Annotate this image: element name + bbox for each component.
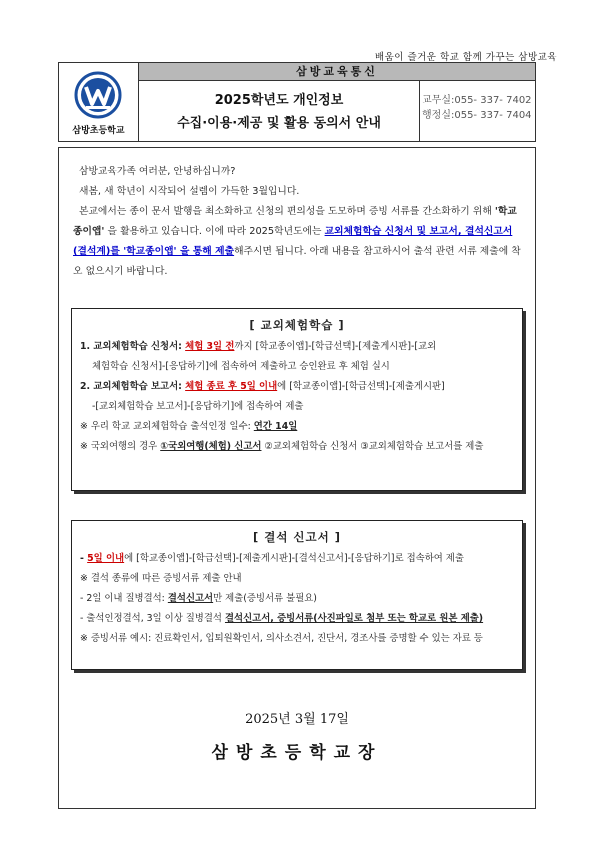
item-text: - xyxy=(80,553,88,564)
issue-date: 2025년 3월 17일 xyxy=(245,712,349,727)
item-text: - 출석인정결석, 3일 이상 질병결석 xyxy=(80,613,225,624)
evidence-text: 결석신고서, 증빙서류(사진파일로 첨부 또는 학교로 원본 제출) xyxy=(224,613,484,624)
absence-item-4 xyxy=(80,609,514,629)
item-text: ※ 우리 학교 교외체험학습 출석인정 일수: xyxy=(80,421,254,432)
item-text: 만 제출(증빙서류 불필요) xyxy=(213,593,317,604)
notice-part: 본교에서는 종이 문서 발행을 최소화하고 신청의 편의성을 도모하며 증빙 서류를 간소화하기 위해 xyxy=(79,206,495,217)
field-trip-box xyxy=(71,308,523,491)
contact-office: 교무실:055- 337- 7402 xyxy=(422,95,532,106)
contact-admin: 행정실:055- 337- 7404 xyxy=(422,110,532,121)
field-trip-item-2-cont: -[교외체험학습 보고서]-[응답하기]에 접속하여 제출 xyxy=(92,401,304,412)
logo-cell xyxy=(59,63,139,141)
principal-signature: 삼방초등학교장 xyxy=(211,743,383,763)
deadline-text: 5일 이내 xyxy=(87,553,125,564)
absence-box xyxy=(71,520,523,670)
school-logo-icon xyxy=(74,71,122,119)
notice-part: 을 활용하고 있습니다. 이에 따라 2025학년도에는 xyxy=(104,226,325,237)
field-trip-days xyxy=(80,417,514,437)
overseas-note xyxy=(80,437,514,457)
absence-item-5: ※ 증빙서류 예시: 진료확인서, 입퇴원확인서, 의사소견서, 진단서, 경조사를 증명할 수 있는 자료 등 xyxy=(80,633,483,644)
school-motto: 배움이 즐거운 학교 함께 가꾸는 삼방교육 xyxy=(374,52,557,63)
greeting: 삼방교육가족 여러분, 안녕하십니까? xyxy=(79,166,236,177)
notice-highlight: 교외체험학습 신청서 및 보고서, 결석신고서(결석계)를 '학교종이앱' 을 통해 제출 xyxy=(73,226,513,257)
app-name: '학교종이앱' xyxy=(73,206,517,237)
field-trip-item-1-cont: 체험학습 신청서]-[응답하기]에 접속하여 제출하고 승인완료 후 체험 실시 xyxy=(92,361,390,372)
document-title xyxy=(139,81,420,141)
main-content xyxy=(58,147,536,809)
deadline-text: 체험 종료 후 5일 이내 xyxy=(185,381,278,392)
item-text: 에 [학교종이앱]-[학급선택]-[제출게시판]-[결석신고서]-[응답하기]로 접속하여 제출 xyxy=(124,553,464,564)
item-text: 까지 [학교종이앱]-[학급선택]-[제출게시판]-[교외 xyxy=(234,341,437,352)
item-label: 1. 교외체험학습 신청서: xyxy=(80,341,186,352)
absence-item-3 xyxy=(80,589,514,609)
newsletter-band-title: 삼방교육통신 xyxy=(139,63,535,81)
deadline-text: 체험 3일 전 xyxy=(185,341,235,352)
field-trip-title: [ 교외체험학습 ] xyxy=(249,318,345,332)
notice-part: 해주시면 됩니다. 아래 내용을 참고하시어 출석 관련 서류 제출에 착오 없으시기 바랍니다. xyxy=(73,246,521,277)
form-name: 결석신고서 xyxy=(167,593,214,604)
field-trip-item-2 xyxy=(80,377,514,397)
title-line-2: 수집·이용·제공 및 활용 동의서 안내 xyxy=(177,116,381,131)
overseas-form: ①국외여행(체험) 신고서 xyxy=(160,441,262,452)
school-name-small: 삼방초등학교 xyxy=(72,126,125,136)
season-text: 새봄, 새 학년이 시작되어 설렘이 가득한 3월입니다. xyxy=(79,186,300,197)
field-trip-item-1 xyxy=(80,337,514,357)
days-value: 연간 14일 xyxy=(253,421,298,432)
app-notice xyxy=(73,202,525,282)
title-line-1: 2025학년도 개인정보 xyxy=(214,93,344,108)
item-text: - 2일 이내 질병결석: xyxy=(80,593,168,604)
absence-title: [ 결석 신고서 ] xyxy=(252,530,342,544)
item-label: 2. 교외체험학습 보고서: xyxy=(80,381,186,392)
contact-info xyxy=(422,93,532,123)
intro-text xyxy=(73,162,525,282)
item-text: 에 [학교종이앱]-[학급선택]-[제출게시판] xyxy=(277,381,445,392)
newsletter-header xyxy=(58,62,536,142)
item-text: ※ 국외여행의 경우 xyxy=(80,441,161,452)
absence-item-2: ※ 결석 종류에 따른 증빙서류 제출 안내 xyxy=(80,573,242,584)
absence-item-1 xyxy=(80,549,514,569)
item-text: ②교외체험학습 신청서 ③교외체험학습 보고서를 제출 xyxy=(261,441,484,452)
